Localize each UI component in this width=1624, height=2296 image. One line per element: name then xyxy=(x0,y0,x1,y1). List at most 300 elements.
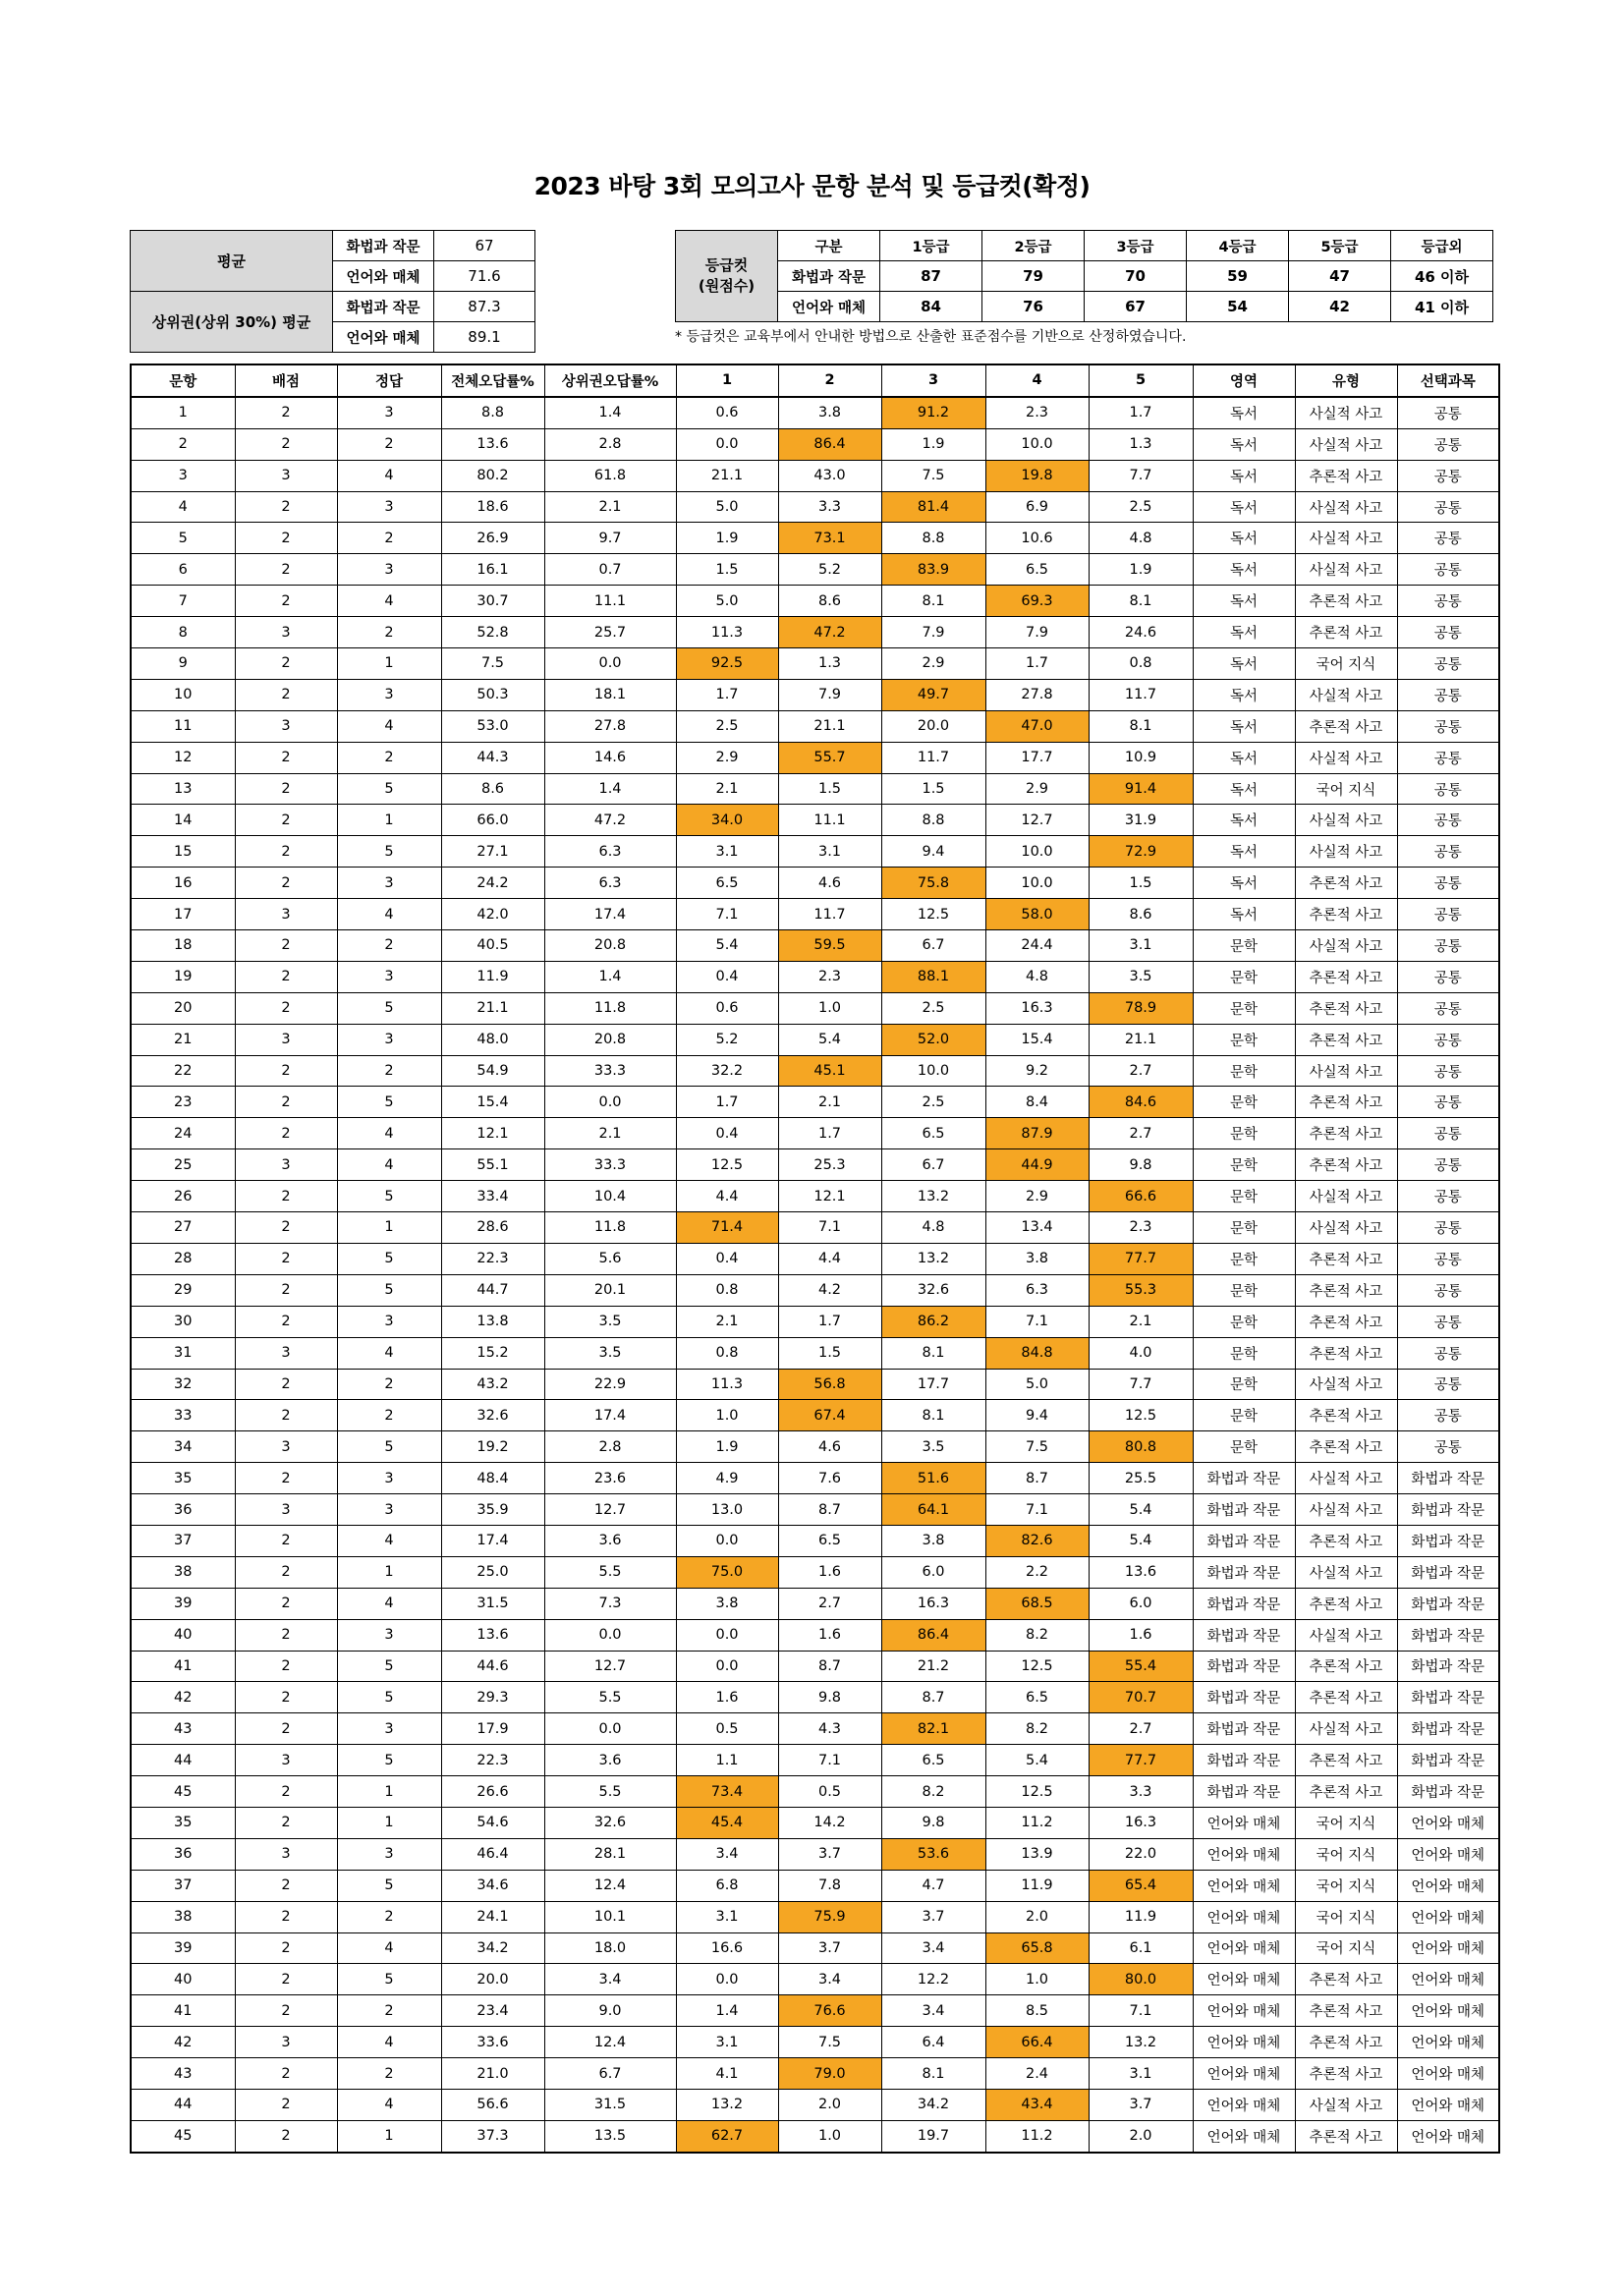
question-type: 추론적 사고 xyxy=(1295,1745,1397,1776)
top-error-rate: 0.0 xyxy=(544,648,676,680)
answer: 5 xyxy=(337,1431,441,1463)
area: 문학 xyxy=(1193,1243,1295,1274)
choice-2-rate: 59.5 xyxy=(778,930,881,962)
area: 독서 xyxy=(1193,491,1295,523)
choice-3-rate: 53.6 xyxy=(881,1838,985,1870)
answer: 1 xyxy=(337,805,441,836)
item-number: 42 xyxy=(131,1682,235,1713)
column-header: 문항 xyxy=(131,364,235,397)
question-type: 추론적 사고 xyxy=(1295,899,1397,930)
question-type: 사실적 사고 xyxy=(1295,428,1397,460)
total-error-rate: 16.1 xyxy=(441,554,544,586)
answer: 2 xyxy=(337,617,441,648)
question-type: 국어 지식 xyxy=(1295,773,1397,805)
points: 3 xyxy=(235,1024,337,1055)
choice-2-rate: 55.7 xyxy=(778,742,881,773)
table-row xyxy=(131,1463,1499,1494)
area: 문학 xyxy=(1193,1337,1295,1369)
choice-2-rate: 11.7 xyxy=(778,899,881,930)
area: 언어와 매체 xyxy=(1193,1838,1295,1870)
points: 2 xyxy=(235,1369,337,1400)
total-error-rate: 15.4 xyxy=(441,1087,544,1118)
points: 2 xyxy=(235,1776,337,1808)
choice-3-rate: 86.2 xyxy=(881,1306,985,1337)
choice-5-rate: 9.8 xyxy=(1089,1149,1193,1181)
question-type: 추론적 사고 xyxy=(1295,2058,1397,2090)
choice-3-rate: 34.2 xyxy=(881,2089,985,2120)
elective-subject: 공통 xyxy=(1397,1337,1499,1369)
choice-3-rate: 21.2 xyxy=(881,1651,985,1682)
choice-3-rate: 8.7 xyxy=(881,1682,985,1713)
table-row xyxy=(131,1243,1499,1274)
answer: 5 xyxy=(337,1745,441,1776)
answer: 3 xyxy=(337,1306,441,1337)
total-error-rate: 12.1 xyxy=(441,1118,544,1149)
top-error-rate: 22.9 xyxy=(544,1369,676,1400)
choice-3-rate: 8.2 xyxy=(881,1776,985,1808)
points: 3 xyxy=(235,899,337,930)
choice-5-rate: 1.7 xyxy=(1089,397,1193,428)
item-number: 41 xyxy=(131,1651,235,1682)
question-type: 추론적 사고 xyxy=(1295,1306,1397,1337)
area: 화법과 작문 xyxy=(1193,1619,1295,1651)
choice-2-rate: 25.3 xyxy=(778,1149,881,1181)
elective-subject: 언어와 매체 xyxy=(1397,1838,1499,1870)
answer: 2 xyxy=(337,1055,441,1087)
question-type: 추론적 사고 xyxy=(1295,617,1397,648)
cut-subject: 화법과 작문 xyxy=(778,261,880,292)
choice-4-rate: 7.9 xyxy=(985,617,1089,648)
elective-subject: 공통 xyxy=(1397,742,1499,773)
choice-4-rate: 2.0 xyxy=(985,1901,1089,1932)
item-number: 5 xyxy=(131,523,235,554)
choice-5-rate: 6.1 xyxy=(1089,1932,1193,1964)
choice-1-rate: 75.0 xyxy=(676,1556,778,1588)
question-type: 사실적 사고 xyxy=(1295,2089,1397,2120)
choice-4-rate: 24.4 xyxy=(985,930,1089,962)
table-row xyxy=(131,1274,1499,1306)
elective-subject: 공통 xyxy=(1397,930,1499,962)
elective-subject: 공통 xyxy=(1397,491,1499,523)
top-error-rate: 9.7 xyxy=(544,523,676,554)
item-number: 35 xyxy=(131,1463,235,1494)
elective-subject: 언어와 매체 xyxy=(1397,1964,1499,1995)
choice-4-rate: 10.0 xyxy=(985,428,1089,460)
table-row xyxy=(131,773,1499,805)
choice-3-rate: 2.9 xyxy=(881,648,985,680)
choice-3-rate: 83.9 xyxy=(881,554,985,586)
choice-5-rate: 8.1 xyxy=(1089,710,1193,742)
elective-subject: 공통 xyxy=(1397,428,1499,460)
table-row xyxy=(131,1682,1499,1713)
total-error-rate: 13.8 xyxy=(441,1306,544,1337)
area: 언어와 매체 xyxy=(1193,1870,1295,1901)
choice-2-rate: 8.6 xyxy=(778,586,881,617)
cut-header-row xyxy=(676,231,1493,261)
points: 2 xyxy=(235,1932,337,1964)
area: 독서 xyxy=(1193,554,1295,586)
elective-subject: 화법과 작문 xyxy=(1397,1776,1499,1808)
table-row xyxy=(131,1838,1499,1870)
choice-2-rate: 75.9 xyxy=(778,1901,881,1932)
grade-cut-label-text: 등급컷 (원점수) xyxy=(698,256,756,295)
total-error-rate: 44.7 xyxy=(441,1274,544,1306)
elective-subject: 화법과 작문 xyxy=(1397,1713,1499,1745)
avg-row xyxy=(131,292,535,322)
choice-3-rate: 6.7 xyxy=(881,930,985,962)
choice-4-rate: 5.4 xyxy=(985,1745,1089,1776)
choice-4-rate: 82.6 xyxy=(985,1525,1089,1556)
item-number: 18 xyxy=(131,930,235,962)
top-error-rate: 33.3 xyxy=(544,1149,676,1181)
total-error-rate: 7.5 xyxy=(441,648,544,680)
top-error-rate: 47.2 xyxy=(544,805,676,836)
question-type: 추론적 사고 xyxy=(1295,710,1397,742)
choice-3-rate: 9.8 xyxy=(881,1807,985,1838)
choice-5-rate: 72.9 xyxy=(1089,836,1193,868)
item-number: 34 xyxy=(131,1431,235,1463)
area: 화법과 작문 xyxy=(1193,1713,1295,1745)
choice-2-rate: 56.8 xyxy=(778,1369,881,1400)
points: 2 xyxy=(235,523,337,554)
choice-1-rate: 6.8 xyxy=(676,1870,778,1901)
item-number: 44 xyxy=(131,2089,235,2120)
area: 문학 xyxy=(1193,1306,1295,1337)
average-score-table xyxy=(130,230,535,353)
total-error-rate: 48.0 xyxy=(441,1024,544,1055)
choice-1-rate: 13.0 xyxy=(676,1494,778,1526)
points: 2 xyxy=(235,1463,337,1494)
item-number: 16 xyxy=(131,868,235,899)
choice-1-rate: 0.0 xyxy=(676,1651,778,1682)
area: 화법과 작문 xyxy=(1193,1745,1295,1776)
total-error-rate: 80.2 xyxy=(441,460,544,491)
choice-3-rate: 82.1 xyxy=(881,1713,985,1745)
choice-4-rate: 2.9 xyxy=(985,1181,1089,1212)
area: 언어와 매체 xyxy=(1193,2058,1295,2090)
choice-4-rate: 19.8 xyxy=(985,460,1089,491)
top-error-rate: 31.5 xyxy=(544,2089,676,2120)
choice-4-rate: 27.8 xyxy=(985,679,1089,710)
points: 2 xyxy=(235,805,337,836)
choice-2-rate: 8.7 xyxy=(778,1651,881,1682)
top-error-rate: 5.6 xyxy=(544,1243,676,1274)
table-row xyxy=(131,2120,1499,2152)
table-row xyxy=(131,397,1499,428)
elective-subject: 공통 xyxy=(1397,617,1499,648)
choice-4-rate: 7.1 xyxy=(985,1306,1089,1337)
top-error-rate: 5.5 xyxy=(544,1776,676,1808)
table-row xyxy=(131,1745,1499,1776)
choice-1-rate: 0.4 xyxy=(676,1243,778,1274)
item-number: 12 xyxy=(131,742,235,773)
points: 2 xyxy=(235,1713,337,1745)
choice-2-rate: 1.6 xyxy=(778,1619,881,1651)
choice-1-rate: 0.6 xyxy=(676,397,778,428)
question-type: 사실적 사고 xyxy=(1295,1369,1397,1400)
choice-1-rate: 0.4 xyxy=(676,1118,778,1149)
choice-5-rate: 13.6 xyxy=(1089,1556,1193,1588)
item-number: 22 xyxy=(131,1055,235,1087)
elective-subject: 화법과 작문 xyxy=(1397,1556,1499,1588)
area: 문학 xyxy=(1193,1431,1295,1463)
choice-3-rate: 1.5 xyxy=(881,773,985,805)
points: 3 xyxy=(235,1494,337,1526)
answer: 5 xyxy=(337,1243,441,1274)
item-number: 26 xyxy=(131,1181,235,1212)
choice-5-rate: 3.1 xyxy=(1089,2058,1193,2090)
choice-5-rate: 91.4 xyxy=(1089,773,1193,805)
top-error-rate: 1.4 xyxy=(544,961,676,992)
choice-4-rate: 6.5 xyxy=(985,554,1089,586)
choice-1-rate: 0.5 xyxy=(676,1713,778,1745)
choice-4-rate: 12.5 xyxy=(985,1651,1089,1682)
answer: 2 xyxy=(337,1995,441,2027)
choice-2-rate: 21.1 xyxy=(778,710,881,742)
question-type: 추론적 사고 xyxy=(1295,1400,1397,1431)
elective-subject: 공통 xyxy=(1397,1118,1499,1149)
total-error-rate: 34.2 xyxy=(441,1932,544,1964)
points: 2 xyxy=(235,1682,337,1713)
cut-column-header: 5등급 xyxy=(1289,231,1391,261)
elective-subject: 언어와 매체 xyxy=(1397,1901,1499,1932)
total-error-rate: 35.9 xyxy=(441,1494,544,1526)
answer: 3 xyxy=(337,1713,441,1745)
choice-4-rate: 69.3 xyxy=(985,586,1089,617)
choice-1-rate: 0.0 xyxy=(676,428,778,460)
choice-1-rate: 3.1 xyxy=(676,1901,778,1932)
top-error-rate: 10.4 xyxy=(544,1181,676,1212)
choice-2-rate: 86.4 xyxy=(778,428,881,460)
points: 2 xyxy=(235,648,337,680)
item-number: 38 xyxy=(131,1556,235,1588)
answer: 4 xyxy=(337,1525,441,1556)
points: 2 xyxy=(235,2089,337,2120)
choice-2-rate: 4.4 xyxy=(778,1243,881,1274)
question-type: 사실적 사고 xyxy=(1295,1463,1397,1494)
item-number: 8 xyxy=(131,617,235,648)
question-type: 사실적 사고 xyxy=(1295,554,1397,586)
choice-4-rate: 7.5 xyxy=(985,1431,1089,1463)
area: 독서 xyxy=(1193,899,1295,930)
choice-1-rate: 11.3 xyxy=(676,617,778,648)
top-error-rate: 7.3 xyxy=(544,1588,676,1619)
points: 2 xyxy=(235,1243,337,1274)
choice-4-rate: 9.4 xyxy=(985,1400,1089,1431)
choice-1-rate: 0.8 xyxy=(676,1337,778,1369)
item-number: 7 xyxy=(131,586,235,617)
choice-3-rate: 8.1 xyxy=(881,586,985,617)
choice-4-rate: 65.8 xyxy=(985,1932,1089,1964)
question-type: 사실적 사고 xyxy=(1295,805,1397,836)
top-error-rate: 0.0 xyxy=(544,1713,676,1745)
avg-row xyxy=(131,231,535,261)
choice-2-rate: 2.0 xyxy=(778,2089,881,2120)
choice-4-rate: 8.2 xyxy=(985,1619,1089,1651)
item-number: 45 xyxy=(131,1776,235,1808)
avg-subject: 화법과 작문 xyxy=(333,231,434,261)
choice-4-rate: 7.1 xyxy=(985,1494,1089,1526)
item-analysis-table xyxy=(130,364,1500,2154)
cut-value: 54 xyxy=(1187,292,1289,322)
top-error-rate: 13.5 xyxy=(544,2120,676,2152)
elective-subject: 공통 xyxy=(1397,679,1499,710)
top-error-rate: 12.4 xyxy=(544,1870,676,1901)
table-row xyxy=(131,1337,1499,1369)
avg-subject: 언어와 매체 xyxy=(333,261,434,292)
elective-subject: 공통 xyxy=(1397,1055,1499,1087)
choice-4-rate: 8.7 xyxy=(985,1463,1089,1494)
choice-3-rate: 6.7 xyxy=(881,1149,985,1181)
question-type: 추론적 사고 xyxy=(1295,1651,1397,1682)
choice-5-rate: 3.3 xyxy=(1089,1776,1193,1808)
choice-5-rate: 2.0 xyxy=(1089,2120,1193,2152)
top-error-rate: 0.0 xyxy=(544,1619,676,1651)
answer: 5 xyxy=(337,773,441,805)
answer: 5 xyxy=(337,1870,441,1901)
area: 독서 xyxy=(1193,648,1295,680)
area: 문학 xyxy=(1193,1024,1295,1055)
choice-2-rate: 1.0 xyxy=(778,2120,881,2152)
elective-subject: 언어와 매체 xyxy=(1397,1870,1499,1901)
choice-3-rate: 9.4 xyxy=(881,836,985,868)
points: 3 xyxy=(235,1149,337,1181)
area: 문학 xyxy=(1193,1400,1295,1431)
choice-3-rate: 8.8 xyxy=(881,805,985,836)
points: 2 xyxy=(235,1212,337,1244)
top-error-rate: 2.8 xyxy=(544,1431,676,1463)
choice-2-rate: 1.5 xyxy=(778,773,881,805)
choice-5-rate: 11.9 xyxy=(1089,1901,1193,1932)
choice-4-rate: 12.7 xyxy=(985,805,1089,836)
top-error-rate: 12.7 xyxy=(544,1494,676,1526)
choice-3-rate: 13.2 xyxy=(881,1181,985,1212)
choice-1-rate: 2.1 xyxy=(676,1306,778,1337)
elective-subject: 언어와 매체 xyxy=(1397,2120,1499,2152)
question-type: 추론적 사고 xyxy=(1295,1964,1397,1995)
answer: 5 xyxy=(337,836,441,868)
elective-subject: 공통 xyxy=(1397,1400,1499,1431)
top-error-rate: 14.6 xyxy=(544,742,676,773)
item-number: 25 xyxy=(131,1149,235,1181)
choice-1-rate: 0.4 xyxy=(676,961,778,992)
choice-1-rate: 5.0 xyxy=(676,586,778,617)
area: 문학 xyxy=(1193,1181,1295,1212)
choice-2-rate: 4.3 xyxy=(778,1713,881,1745)
points: 2 xyxy=(235,1807,337,1838)
total-error-rate: 13.6 xyxy=(441,428,544,460)
table-row xyxy=(131,1118,1499,1149)
question-type: 국어 지식 xyxy=(1295,648,1397,680)
choice-4-rate: 3.8 xyxy=(985,1243,1089,1274)
choice-3-rate: 49.7 xyxy=(881,679,985,710)
elective-subject: 언어와 매체 xyxy=(1397,1995,1499,2027)
area: 독서 xyxy=(1193,710,1295,742)
choice-4-rate: 15.4 xyxy=(985,1024,1089,1055)
area: 문학 xyxy=(1193,1212,1295,1244)
table-row xyxy=(131,1494,1499,1526)
answer: 1 xyxy=(337,2120,441,2152)
choice-1-rate: 1.9 xyxy=(676,523,778,554)
table-row xyxy=(131,1087,1499,1118)
choice-4-rate: 58.0 xyxy=(985,899,1089,930)
choice-3-rate: 4.8 xyxy=(881,1212,985,1244)
choice-5-rate: 4.8 xyxy=(1089,523,1193,554)
item-number: 45 xyxy=(131,2120,235,2152)
choice-1-rate: 1.1 xyxy=(676,1745,778,1776)
table-row xyxy=(131,1776,1499,1808)
elective-subject: 공통 xyxy=(1397,868,1499,899)
grade-cut-label xyxy=(676,231,778,322)
elective-subject: 공통 xyxy=(1397,554,1499,586)
choice-1-rate: 1.5 xyxy=(676,554,778,586)
choice-3-rate: 7.9 xyxy=(881,617,985,648)
top-error-rate: 28.1 xyxy=(544,1838,676,1870)
question-type: 사실적 사고 xyxy=(1295,1619,1397,1651)
choice-5-rate: 80.0 xyxy=(1089,1964,1193,1995)
answer: 3 xyxy=(337,491,441,523)
top-avg-label: 상위권(상위 30%) 평균 xyxy=(131,292,333,353)
choice-2-rate: 45.1 xyxy=(778,1055,881,1087)
table-row xyxy=(131,868,1499,899)
question-type: 국어 지식 xyxy=(1295,1870,1397,1901)
choice-5-rate: 8.6 xyxy=(1089,899,1193,930)
choice-1-rate: 5.2 xyxy=(676,1024,778,1055)
choice-4-rate: 6.3 xyxy=(985,1274,1089,1306)
choice-2-rate: 1.7 xyxy=(778,1306,881,1337)
question-type: 추론적 사고 xyxy=(1295,1149,1397,1181)
elective-subject: 공통 xyxy=(1397,710,1499,742)
choice-2-rate: 1.7 xyxy=(778,1118,881,1149)
choice-2-rate: 3.7 xyxy=(778,1932,881,1964)
choice-5-rate: 11.7 xyxy=(1089,679,1193,710)
grade-cut-note: * 등급컷은 교육부에서 안내한 방법으로 산출한 표준점수를 기반으로 산정하였습니다. xyxy=(675,329,1187,345)
choice-4-rate: 17.7 xyxy=(985,742,1089,773)
points: 2 xyxy=(235,773,337,805)
avg-subject: 화법과 작문 xyxy=(333,292,434,322)
choice-4-rate: 11.9 xyxy=(985,1870,1089,1901)
choice-3-rate: 8.1 xyxy=(881,1400,985,1431)
column-header: 3 xyxy=(881,364,985,397)
choice-2-rate: 8.7 xyxy=(778,1494,881,1526)
choice-1-rate: 0.0 xyxy=(676,1619,778,1651)
question-type: 추론적 사고 xyxy=(1295,1682,1397,1713)
question-type: 사실적 사고 xyxy=(1295,1556,1397,1588)
item-number: 44 xyxy=(131,1745,235,1776)
top-error-rate: 6.3 xyxy=(544,836,676,868)
choice-1-rate: 5.0 xyxy=(676,491,778,523)
answer: 3 xyxy=(337,961,441,992)
area: 언어와 매체 xyxy=(1193,1995,1295,2027)
cut-column-header: 3등급 xyxy=(1085,231,1187,261)
choice-1-rate: 21.1 xyxy=(676,460,778,491)
points: 2 xyxy=(235,491,337,523)
choice-5-rate: 3.7 xyxy=(1089,2089,1193,2120)
page-title: 2023 바탕 3회 모의고사 문항 분석 및 등급컷(확정) xyxy=(533,172,1091,200)
cut-column-header: 1등급 xyxy=(880,231,982,261)
item-number: 23 xyxy=(131,1087,235,1118)
total-error-rate: 25.0 xyxy=(441,1556,544,1588)
item-number: 4 xyxy=(131,491,235,523)
choice-5-rate: 7.7 xyxy=(1089,1369,1193,1400)
area: 독서 xyxy=(1193,428,1295,460)
question-type: 사실적 사고 xyxy=(1295,679,1397,710)
item-number: 24 xyxy=(131,1118,235,1149)
answer: 4 xyxy=(337,586,441,617)
total-error-rate: 40.5 xyxy=(441,930,544,962)
cut-value: 76 xyxy=(982,292,1085,322)
answer: 2 xyxy=(337,2058,441,2090)
